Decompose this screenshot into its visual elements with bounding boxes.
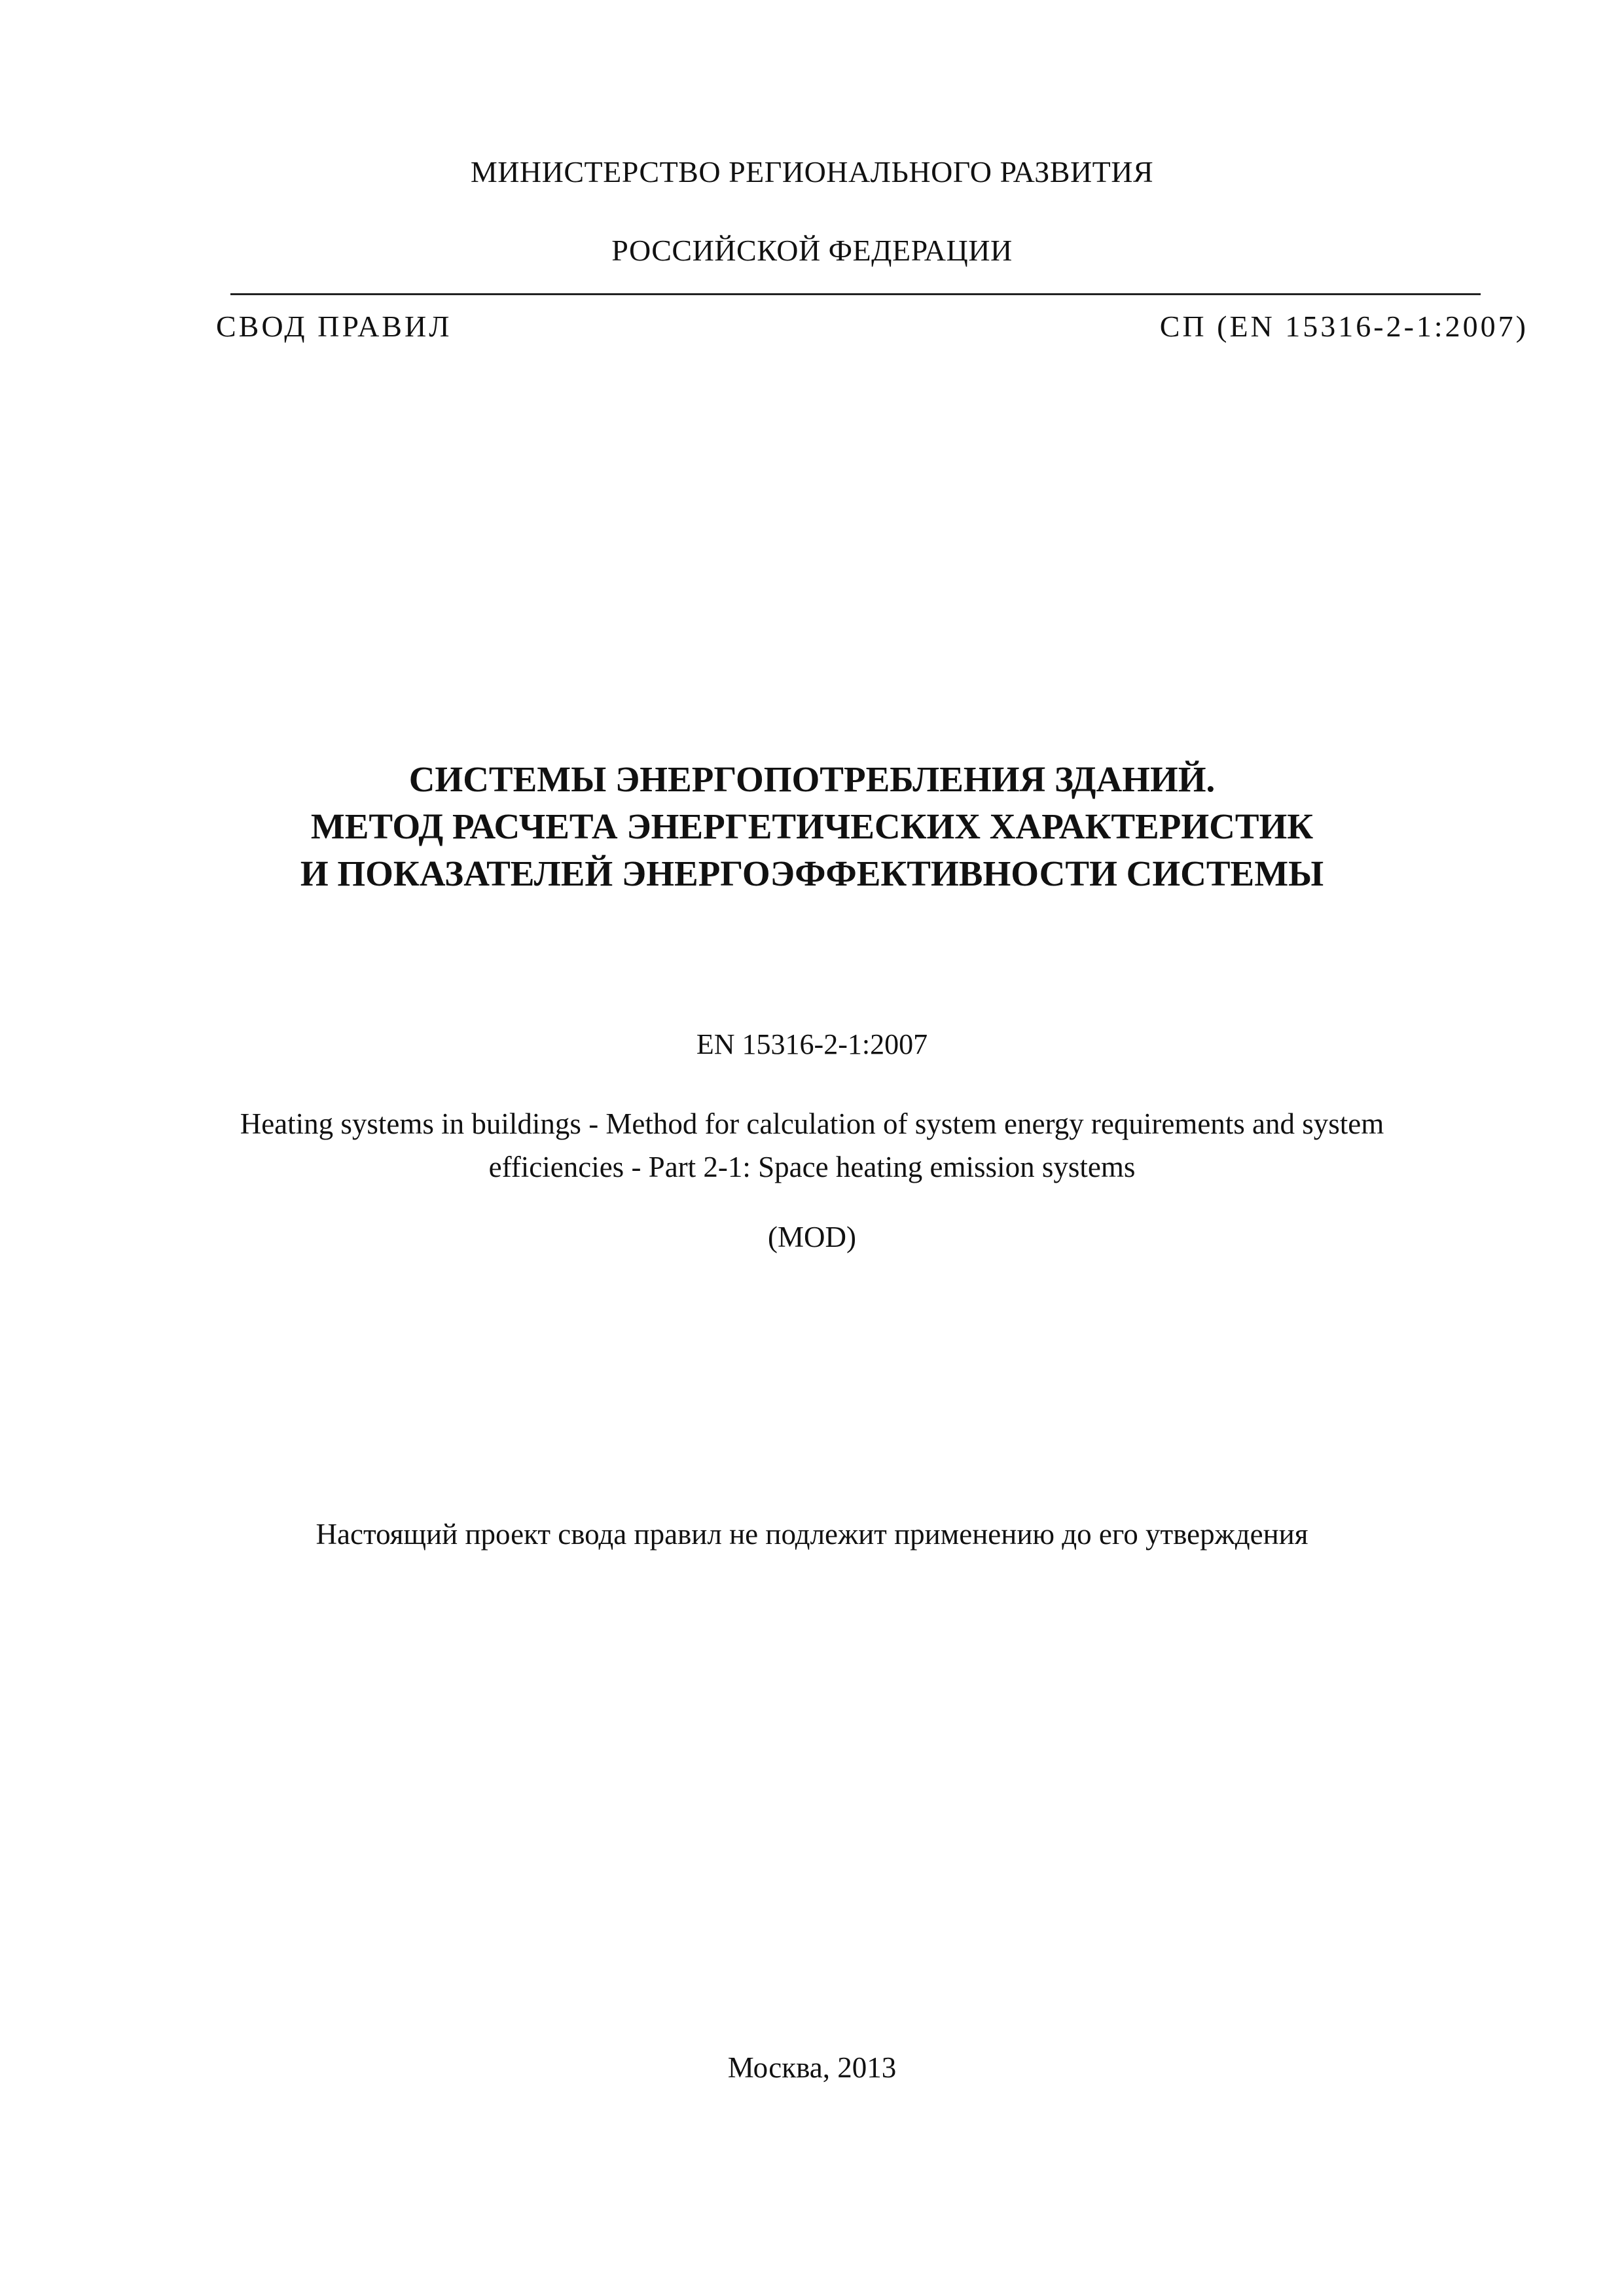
title-line: И ПОКАЗАТЕЛЕЙ ЭНЕРГОЭФФЕКТИВНОСТИ СИСТЕМЫ [300, 853, 1324, 893]
ministry-line-2: РОССИЙСКОЙ ФЕДЕРАЦИИ [611, 234, 1013, 267]
modification-label: (MOD) [768, 1221, 856, 1253]
document-code: СП (EN 15316-2-1:2007) [1159, 310, 1528, 343]
standard-number: EN 15316-2-1:2007 [696, 1028, 928, 1060]
header-divider [230, 293, 1481, 295]
document-type-label: СВОД ПРАВИЛ [216, 310, 452, 343]
english-title [0, 1102, 1624, 1189]
title-line: МЕТОД РАСЧЕТА ЭНЕРГЕТИЧЕСКИХ ХАРАКТЕРИСТИК [310, 806, 1314, 846]
place-and-year: Москва, 2013 [727, 2051, 897, 2084]
ministry-line-1: МИНИСТЕРСТВО РЕГИОНАЛЬНОГО РАЗВИТИЯ [470, 155, 1154, 188]
document-title [0, 756, 1624, 897]
draft-notice: Настоящий проект свода правил не подлежит применению до его утверждения [316, 1518, 1308, 1551]
title-line: СИСТЕМЫ ЭНЕРГОПОТРЕБЛЕНИЯ ЗДАНИЙ. [408, 759, 1216, 799]
english-title-line: efficiencies - Part 2-1: Space heating emission systems [488, 1151, 1136, 1183]
english-title-line: Heating systems in buildings - Method for calculation of system energy requirements and system [240, 1107, 1384, 1140]
